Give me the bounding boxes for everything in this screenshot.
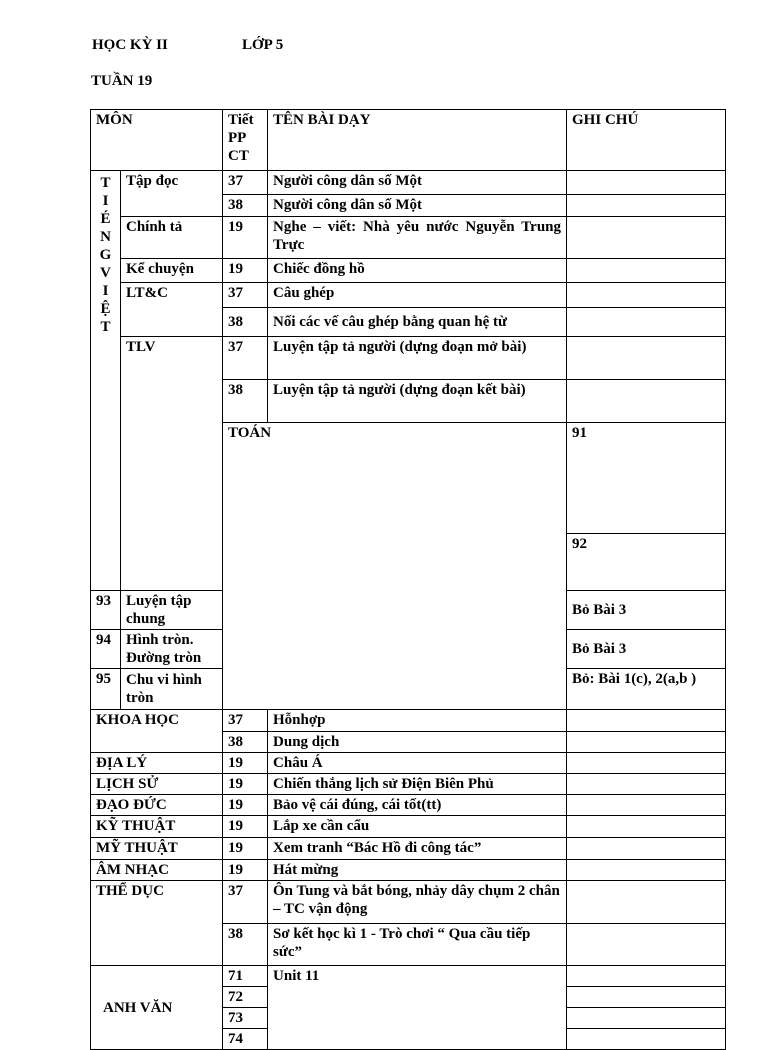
table-row (91, 816, 726, 838)
note-cell: Bỏ Bài 3 (567, 630, 726, 669)
subject-am-nhac: ÂM NHẠC (91, 860, 223, 881)
subject-dao-duc: ĐẠO ĐỨC (91, 795, 223, 816)
lesson-cell: Hỗnhợp (268, 710, 567, 732)
period-cell: 37 (223, 710, 268, 732)
period-cell: 37 (223, 337, 268, 380)
table-row (91, 171, 726, 195)
grade-label: LỚP 5 (242, 37, 284, 53)
note-cell (567, 171, 726, 195)
lesson-cell: Nối các vế câu ghép bằng quan hệ từ (268, 308, 567, 337)
lesson-cell: Châu Á (268, 753, 567, 774)
subsubject-ltc: LT&C (121, 283, 223, 337)
header-subject: MÔN (91, 110, 223, 171)
table-row (91, 774, 726, 795)
period-cell: 38 (223, 380, 268, 423)
lesson-cell: Bảo vệ cái đúng, cái tốt(tt) (268, 795, 567, 816)
subject-ky-thuat: KỸ THUẬT (91, 816, 223, 838)
note-cell (567, 881, 726, 924)
note-cell (567, 816, 726, 838)
lesson-cell: Chiến thắng lịch sử Điện Biên Phủ (268, 774, 567, 795)
note-cell (567, 195, 726, 217)
lesson-cell: Hát mừng (268, 860, 567, 881)
table-row (91, 881, 726, 924)
period-cell: 73 (223, 1008, 268, 1029)
note-cell (567, 966, 726, 987)
period-cell: 37 (223, 881, 268, 924)
period-cell: 93 (91, 591, 121, 630)
note-cell (567, 1008, 726, 1029)
period-cell: 38 (223, 924, 268, 966)
period-cell: 38 (223, 308, 268, 337)
period-cell: 38 (223, 195, 268, 217)
lesson-cell: Nghe – viết: Nhà yêu nước Nguyễn Trung Trực (268, 217, 567, 259)
period-cell: 19 (223, 774, 268, 795)
period-cell: 71 (223, 966, 268, 987)
note-cell (567, 987, 726, 1008)
lesson-cell: Luyện tập chung (121, 591, 223, 630)
table-row (91, 753, 726, 774)
period-cell: 72 (223, 987, 268, 1008)
header-lesson: TÊN BÀI DẠY (268, 110, 567, 171)
note-cell (567, 380, 726, 423)
subject-lich-su: LỊCH SỬ (91, 774, 223, 795)
table-row (91, 860, 726, 881)
period-cell: 19 (223, 795, 268, 816)
note-cell (567, 710, 726, 732)
lesson-cell: Chiếc đồng hồ (268, 259, 567, 283)
subject-my-thuat: MỸ THUẬT (91, 838, 223, 860)
lesson-schedule-table (90, 109, 726, 1050)
table-row (91, 795, 726, 816)
lesson-cell: Xem tranh “Bác Hồ đi công tác” (268, 838, 567, 860)
period-cell: 37 (223, 283, 268, 308)
lesson-cell: Luyện tập tả người (dựng đoạn mở bài) (268, 337, 567, 380)
subject-the-duc: THỂ DỤC (91, 881, 223, 966)
note-cell (567, 308, 726, 337)
subsubject-tlv: TLV (121, 337, 223, 591)
note-cell: Bỏ: Bài 1(c), 2(a,b ) (567, 669, 726, 710)
table-row (91, 217, 726, 259)
lesson-cell: Chu vi hình tròn (121, 669, 223, 710)
lesson-cell: Dung dịch (268, 732, 567, 753)
period-cell: 92 (567, 534, 726, 591)
note-cell (567, 860, 726, 881)
subsubject-ke-chuyen: Kể chuyện (121, 259, 223, 283)
lesson-cell: Ôn Tung và bắt bóng, nhảy dây chụm 2 chân – TC vận động (268, 881, 567, 924)
header-note: GHI CHÚ (567, 110, 726, 171)
subject-khoa-hoc: KHOA HỌC (91, 710, 223, 753)
header-period: Tiết PP CT (223, 110, 268, 171)
period-cell: 94 (91, 630, 121, 669)
period-cell: 19 (223, 838, 268, 860)
note-cell (567, 1029, 726, 1050)
week-label: TUẦN 19 (91, 73, 153, 89)
period-cell: 19 (223, 217, 268, 259)
period-cell: 74 (223, 1029, 268, 1050)
lesson-cell: Luyện tập tả người (dựng đoạn kết bài) (268, 380, 567, 423)
lesson-cell: Sơ kết học kì 1 - Trò chơi “ Qua cầu tiếp sức” (268, 924, 567, 966)
semester-label: HỌC KỲ II (92, 37, 168, 53)
period-cell: 38 (223, 732, 268, 753)
note-cell (567, 795, 726, 816)
period-cell: 95 (91, 669, 121, 710)
note-cell (567, 732, 726, 753)
period-cell: 37 (223, 171, 268, 195)
table-header-row (91, 110, 726, 171)
period-cell: 19 (223, 753, 268, 774)
subsubject-tap-doc: Tập đọc (121, 171, 223, 217)
period-cell: 19 (223, 816, 268, 838)
table-row (91, 337, 726, 380)
note-cell (567, 753, 726, 774)
note-cell (567, 838, 726, 860)
note-cell (567, 259, 726, 283)
note-cell: Bỏ Bài 3 (567, 591, 726, 630)
subject-dia-ly: ĐỊA LÝ (91, 753, 223, 774)
lesson-cell: Lắp xe cần cẩu (268, 816, 567, 838)
subsubject-chinh-ta: Chính tả (121, 217, 223, 259)
period-cell: 91 (567, 423, 726, 534)
note-cell (567, 283, 726, 308)
lesson-cell: Người công dân số Một (268, 195, 567, 217)
period-cell: 19 (223, 860, 268, 881)
table-row (91, 283, 726, 308)
subject-anh-van: ANH VĂN (91, 966, 223, 1050)
table-row (91, 966, 726, 987)
lesson-cell: Người công dân số Một (268, 171, 567, 195)
subject-toan: TOÁN (223, 423, 567, 710)
subject-tieng-viet-vertical: T I É N G V I Ệ T (91, 171, 121, 591)
note-cell (567, 337, 726, 380)
period-cell: 19 (223, 259, 268, 283)
lesson-cell: Câu ghép (268, 283, 567, 308)
note-cell (567, 924, 726, 966)
note-cell (567, 774, 726, 795)
table-row (91, 710, 726, 732)
lesson-cell: Hình tròn. Đường tròn (121, 630, 223, 669)
table-row (91, 838, 726, 860)
lesson-cell: Unit 11 (268, 966, 567, 1050)
table-row (91, 259, 726, 283)
note-cell (567, 217, 726, 259)
